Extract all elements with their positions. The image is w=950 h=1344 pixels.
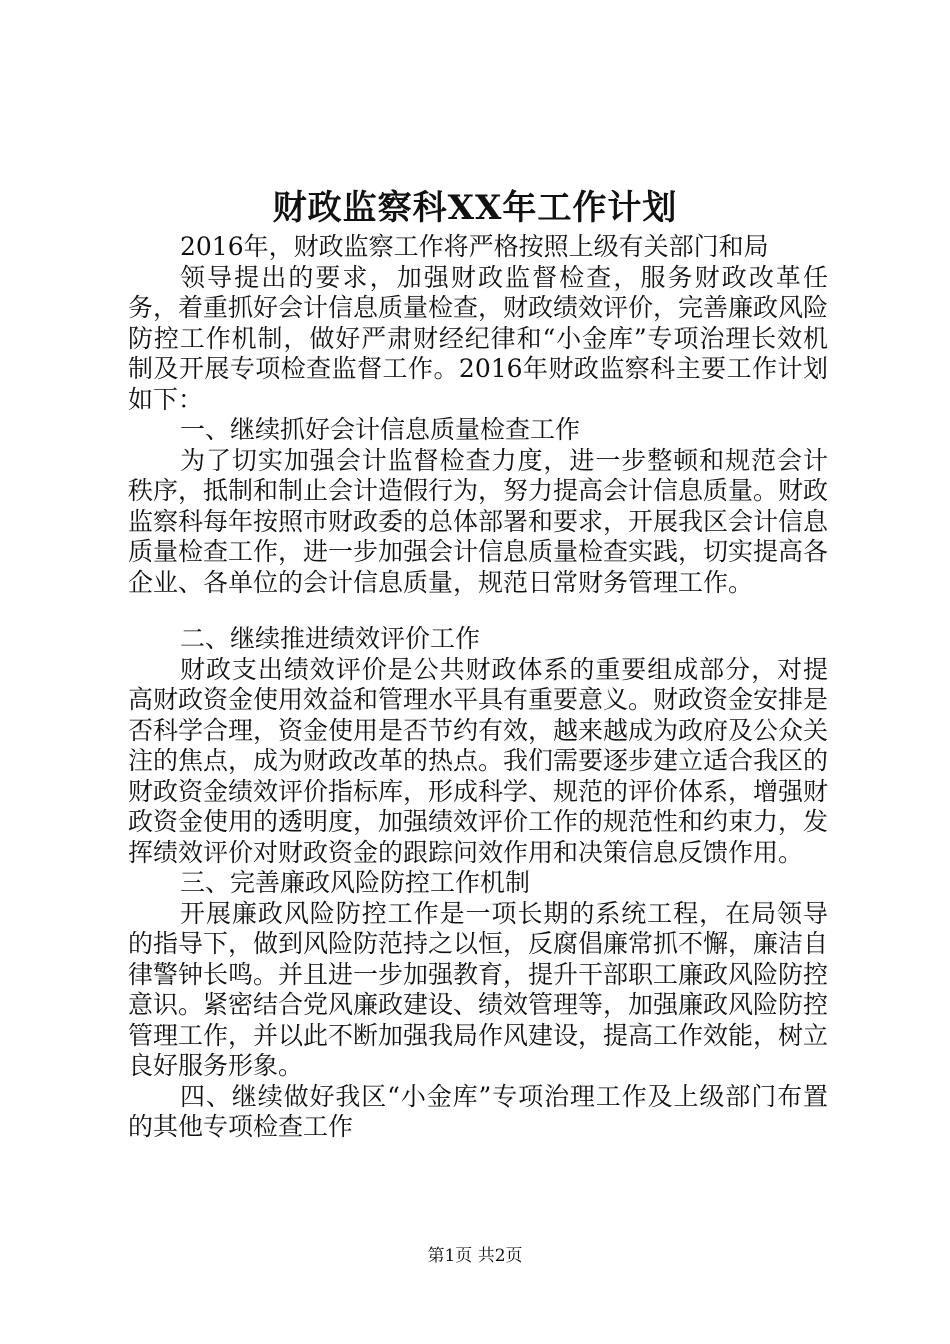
document-title: 财政监察科XX年工作计划 xyxy=(272,188,678,228)
page-footer: 第1页 共2页 xyxy=(427,1246,523,1266)
paragraph-intro-line: 2016年，财政监察工作将严格按照上级有关部门和局 xyxy=(180,232,769,261)
section-heading-2: 二、继续推进绩效评价工作 xyxy=(180,624,481,653)
section-heading-1: 一、继续抓好会计信息质量检查工作 xyxy=(180,415,581,444)
paragraph-section-2: 财政支出绩效评价是公共财政体系的重要组成部分，对提高财政资金使用效益和管理水平具有重要意义。财政资金安排是否科学合理，资金使用是否节约有效，越来越成为政府及公众关注的焦点，成为财政改革的热点。我们需要逐步建立适合我区的财政资金绩效评价指标库，形成科学、规范的评价体系，增强财政资金使用的透明度，加强绩效评价工作的规范性和约束力，发挥绩效评价对财政资金的跟踪问效作用和决策信息反馈作用。 xyxy=(128,654,829,867)
section-heading-4: 四、继续做好我区“小金库”专项治理工作及上级部门布置的其他专项检查工作 xyxy=(128,1081,828,1141)
paragraph-section-3: 开展廉政风险防控工作是一项长期的系统工程，在局领导的指导下，做到风险防范持之以恒，反腐倡廉常抓不懈，廉洁自律警钟长鸣。并且进一步加强教育，提升干部职工廉政风险防控意识。紧密结合党风廉政建设、绩效管理等，加强廉政风险防控管理工作，并以此不断加强我局作风建设，提高工作效能，树立良好服务形象。 xyxy=(128,898,829,1080)
paragraph-intro: 领导提出的要求，加强财政监督检查，服务财政改革任务，着重抓好会计信息质量检查，财政绩效评价，完善廉政风险防控工作机制，做好严肃财经纪律和“小金库”专项治理长效机制及开展专项检查监督工作。2016年财政监察科主要工作计划如下： xyxy=(128,262,829,414)
section-heading-3: 三、完善廉政风险防控工作机制 xyxy=(180,868,531,897)
document-body xyxy=(128,232,828,1143)
paragraph-section-1: 为了切实加强会计监督检查力度，进一步整顿和规范会计秩序，抵制和制止会计造假行为，努力提高会计信息质量。财政监察科每年按照市财政委的总体部署和要求，开展我区会计信息质量检查工作，进一步加强会计信息质量检查实践，切实提高各企业、各单位的会计信息质量，规范日常财务管理工作。 xyxy=(128,445,829,597)
paragraph-spacer xyxy=(128,598,828,624)
